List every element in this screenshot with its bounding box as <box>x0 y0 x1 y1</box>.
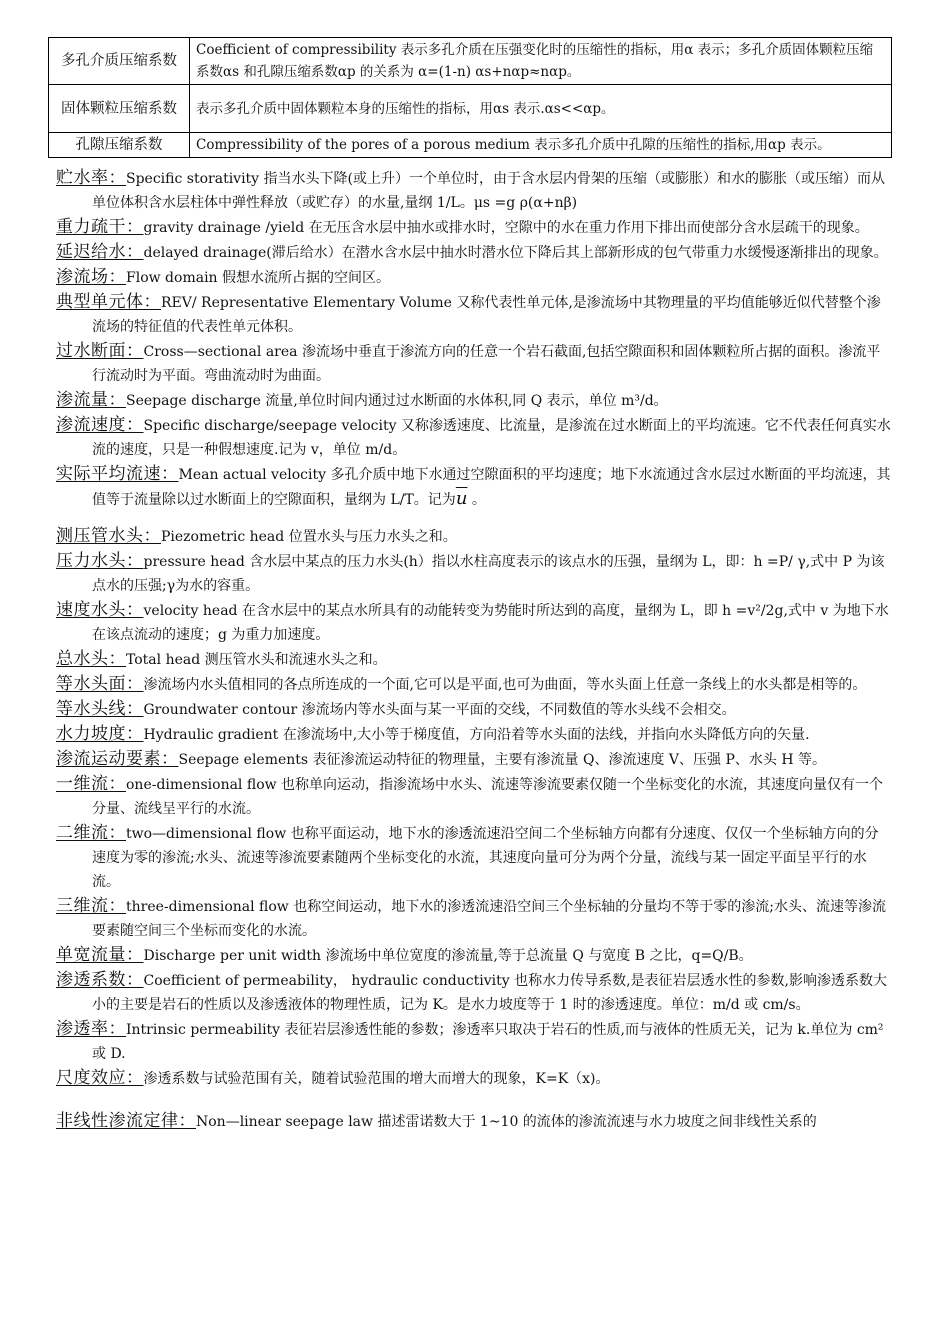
glossary-entry <box>56 968 892 1017</box>
glossary-entry <box>56 215 892 240</box>
glossary-text: 渗流场内水头值相同的各点所连成的一个面,它可以是平面,也可为曲面，等水头面上任意一条线上的水头都是相等的。 <box>143 677 867 693</box>
glossary-term: 等水头面： <box>56 674 144 694</box>
glossary-term: 非线性渗流定律： <box>56 1111 196 1131</box>
glossary-entry <box>56 1017 892 1066</box>
glossary-term: 过水断面： <box>56 341 144 361</box>
glossary-text: one-dimensional flow 也称单向运动，指渗流场中水头、流速等渗流要素仅随一个坐标变化的水流，其速度向量仅有一个分量、流线呈平行的水流。 <box>92 777 884 817</box>
glossary-entry <box>56 747 892 772</box>
glossary-term: 压力水头： <box>56 551 144 571</box>
glossary-entry <box>56 672 892 697</box>
glossary-entry <box>56 647 892 672</box>
mean-velocity-symbol: $\overline{u}$ <box>455 488 468 509</box>
glossary-entry <box>56 772 892 821</box>
glossary-entry <box>56 462 892 512</box>
glossary-entry <box>56 943 892 968</box>
table-desc: Coefficient of compressibility 表示多孔介质在压强变化时的压缩性的指标，用α 表示；多孔介质固体颗粒压缩系数αs 和孔隙压缩系数αp 的关系为 α=(1-n) αs+nαp≈nαp。 <box>190 38 892 85</box>
glossary-entry <box>56 413 892 462</box>
glossary-text: Flow domain 假想水流所占据的空间区。 <box>126 270 391 286</box>
table-desc: Compressibility of the pores of a porous medium 表示多孔介质中孔隙的压缩性的指标,用αp 表示。 <box>190 133 892 158</box>
glossary-text: Seepage discharge 流量,单位时间内通过过水断面的水体积,同 Q 表示，单位 m³/d。 <box>126 393 668 409</box>
glossary-text: Hydraulic gradient 在渗流场中,大小等于梯度值，方向沿着等水头面的法线，并指向水头降低方向的矢量. <box>143 727 810 743</box>
glossary-entry <box>56 894 892 943</box>
glossary-text: Specific storativity 指当水头下降(或上升）一个单位时，由于含水层内骨架的压缩（或膨胀）和水的膨胀（或压缩）而从单位体积含水层柱体中弹性释放（或贮存）的水量,量纲 1/L。μs =g ρ(α+nβ) <box>92 171 885 211</box>
glossary-term: 二维流： <box>56 823 126 843</box>
glossary-term: 速度水头： <box>56 600 144 620</box>
glossary-text: Specific discharge/seepage velocity 又称渗透速度、比流量，是渗流在过水断面上的平均流速。它不代表任何真实水流的速度，只是一种假想速度.记为 v，单位 m/d。 <box>92 418 891 458</box>
glossary-term: 单宽流量： <box>56 945 144 965</box>
glossary-term: 渗透系数： <box>56 970 144 990</box>
glossary-entry <box>56 339 892 388</box>
table-term: 多孔介质压缩系数 <box>49 38 190 85</box>
glossary-entry <box>56 821 892 894</box>
glossary-term: 水力坡度： <box>56 724 144 744</box>
glossary-term: 贮水率： <box>56 168 126 188</box>
glossary-term: 一维流： <box>56 774 126 794</box>
glossary-term: 典型单元体： <box>56 292 161 312</box>
glossary-text: Cross—sectional area 渗流场中垂直于渗流方向的任意一个岩石截面,包括空隙面积和固体颗粒所占据的面积。渗流平行流动时为平面。弯曲流动时为曲面。 <box>92 344 881 384</box>
glossary-text: Total head 测压管水头和流速水头之和。 <box>126 652 387 668</box>
glossary-term: 重力疏干： <box>56 217 144 237</box>
glossary-text: Non—linear seepage law 描述雷诺数大于 1~10 的流体的渗流流速与水力坡度之间非线性关系的 <box>196 1114 817 1130</box>
glossary-text: three-dimensional flow 也称空间运动，地下水的渗透流速沿空间三个坐标轴的分量均不等于零的渗流;水头、流速等渗流要素随空间三个坐标而变化的水流。 <box>92 899 886 939</box>
glossary-entry <box>56 290 892 339</box>
glossary-text: Piezometric head 位置水头与压力水头之和。 <box>161 529 457 545</box>
glossary-text: Intrinsic permeability 表征岩层渗透性能的参数；渗透率只取决于岩石的性质,而与液体的性质无关，记为 k.单位为 cm² 或 D. <box>92 1022 884 1062</box>
glossary-text: 渗透系数与试验范围有关，随着试验范围的增大而增大的现象，K=K（x)。 <box>143 1071 610 1087</box>
glossary-term: 渗流量： <box>56 390 126 410</box>
glossary-text: Coefficient of permeability， hydraulic conductivity 也称水力传导系数,是表征岩层透水性的参数,影响渗透系数大小的主要是岩石的性质以及渗透液体的物理性质，记为 K。是水力坡度等于 1 时的渗透速度。单位：m/d 或 cm/s。 <box>92 973 888 1013</box>
glossary-entry <box>56 1066 892 1091</box>
glossary-term: 渗透率： <box>56 1019 126 1039</box>
glossary-term: 测压管水头： <box>56 526 161 546</box>
table-desc: 表示多孔介质中固体颗粒本身的压缩性的指标，用αs 表示.αs<<αp。 <box>190 85 892 133</box>
glossary-term: 实际平均流速： <box>56 464 179 484</box>
glossary-term: 等水头线： <box>56 699 144 719</box>
table-term: 固体颗粒压缩系数 <box>49 85 190 133</box>
table-row <box>49 38 892 85</box>
glossary-entry <box>56 166 892 215</box>
glossary-entry <box>56 722 892 747</box>
glossary-text: velocity head 在含水层中的某点水所具有的动能转变为势能时所达到的高度，量纲为 L，即 h =v²/2g,式中 v 为地下水在该点流动的速度；g 为重力加速度。 <box>92 603 889 643</box>
glossary-term: 渗流运动要素： <box>56 749 179 769</box>
glossary-text: gravity drainage /yield 在无压含水层中抽水或排水时，空隙中的水在重力作用下排出而使部分含水层疏干的现象。 <box>143 220 869 236</box>
glossary-entry <box>56 240 892 265</box>
table-row <box>49 85 892 133</box>
table-term: 孔隙压缩系数 <box>49 133 190 158</box>
glossary-text: Mean actual velocity 多孔介质中地下水通过空隙面积的平均速度；地下水流通过含水层过水断面的平均流速，其值等于流量除以过水断面上的空隙面积，量纲为 L/T。记为 <box>92 467 891 508</box>
glossary-entry <box>56 697 892 722</box>
glossary-term: 总水头： <box>56 649 126 669</box>
glossary-text: delayed drainage(滞后给水）在潜水含水层中抽水时潜水位下降后其上部新形成的包气带重力水缓慢逐渐排出的现象。 <box>143 245 888 261</box>
glossary-term: 渗流速度： <box>56 415 144 435</box>
glossary-text: Discharge per unit width 渗流场中单位宽度的渗流量,等于总流量 Q 与宽度 B 之比，q=Q/B。 <box>143 948 753 964</box>
glossary-entry <box>56 265 892 290</box>
glossary-term: 三维流： <box>56 896 126 916</box>
table-row <box>49 133 892 158</box>
glossary-text: Seepage elements 表征渗流运动特征的物理量，主要有渗流量 Q、渗流速度 V、压强 P、水头 H 等。 <box>178 752 827 768</box>
glossary-text: Groundwater contour 渗流场内等水头面与某一平面的交线，不同数值的等水头线不会相交。 <box>143 702 736 718</box>
glossary-entry <box>56 388 892 413</box>
glossary <box>56 166 892 1134</box>
glossary-term: 尺度效应： <box>56 1068 144 1088</box>
glossary-term: 延迟给水： <box>56 242 144 262</box>
glossary-entry <box>56 524 892 549</box>
glossary-entry <box>56 598 892 647</box>
glossary-text-tail: 。 <box>467 492 486 508</box>
glossary-entry <box>56 1109 892 1134</box>
glossary-text: REV/ Representative Elementary Volume 又称代表性单元体,是渗流场中其物理量的平均值能够近似代替整个渗流场的特征值的代表性单元体积。 <box>92 295 881 335</box>
glossary-term: 渗流场： <box>56 267 126 287</box>
glossary-text: pressure head 含水层中某点的压力水头(h）指以水柱高度表示的该点水的压强，量纲为 L，即：h =P/ γ,式中 P 为该点水的压强;γ为水的容重。 <box>92 554 885 594</box>
compressibility-table <box>48 37 892 158</box>
glossary-text: two—dimensional flow 也称平面运动，地下水的渗透流速沿空间二个坐标轴方向都有分速度、仅仅一个坐标轴方向的分速度为零的渗流;水头、流速等渗流要素随两个坐标变化的水流，其速度向量可分为两个分量，流线与某一固定平面呈平行的水流。 <box>92 826 879 890</box>
glossary-entry <box>56 549 892 598</box>
